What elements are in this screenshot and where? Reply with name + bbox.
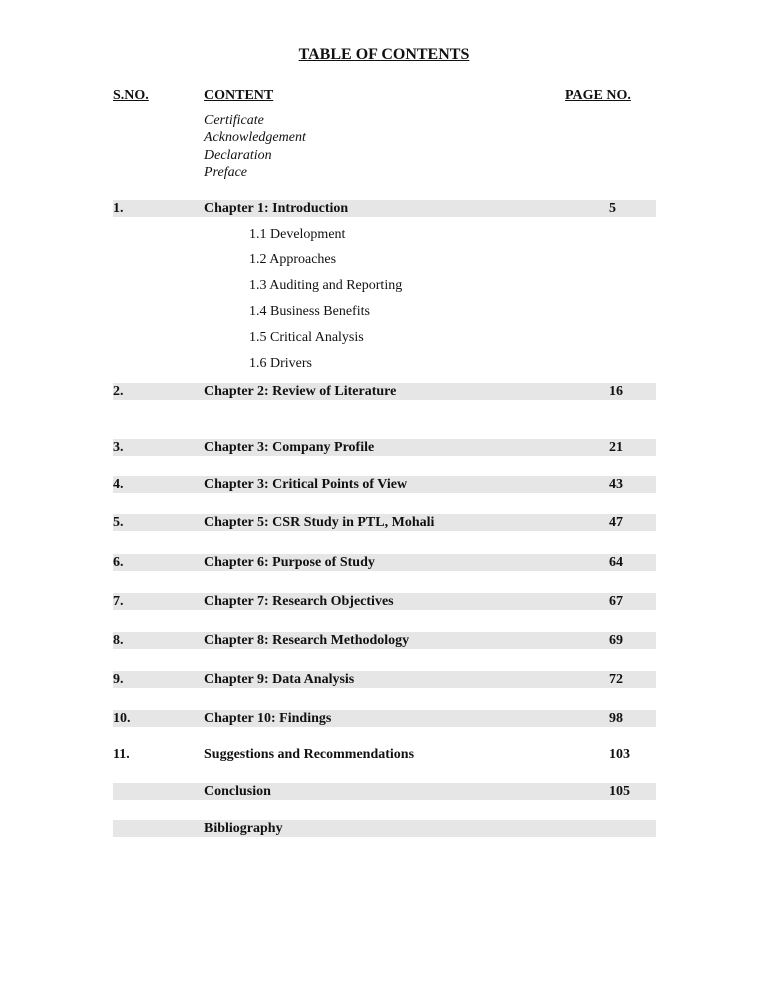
subsection-item: 1.2 Approaches bbox=[249, 252, 337, 267]
toc-label: Chapter 3: Critical Points of View bbox=[204, 477, 408, 492]
toc-row bbox=[113, 710, 656, 727]
toc-sno: 4. bbox=[113, 477, 124, 492]
toc-page: 103 bbox=[609, 747, 630, 762]
toc-label: Chapter 2: Review of Literature bbox=[204, 384, 397, 399]
toc-label: Chapter 5: CSR Study in PTL, Mohali bbox=[204, 515, 435, 530]
subsection-item: 1.6 Drivers bbox=[249, 356, 312, 371]
toc-sno: 1. bbox=[113, 201, 124, 216]
toc-row bbox=[113, 439, 656, 456]
subsection-item: 1.5 Critical Analysis bbox=[249, 330, 364, 345]
toc-sno: 3. bbox=[113, 440, 124, 455]
toc-sno: 11. bbox=[113, 747, 130, 762]
toc-row-chapter-1 bbox=[113, 200, 656, 217]
subsection-item: 1.4 Business Benefits bbox=[249, 304, 370, 319]
toc-label: Suggestions and Recommendations bbox=[204, 747, 415, 762]
toc-page: 72 bbox=[609, 672, 623, 687]
toc-sno: 9. bbox=[113, 672, 124, 687]
toc-label: Chapter 7: Research Objectives bbox=[204, 594, 394, 609]
toc-sno: 8. bbox=[113, 633, 124, 648]
toc-row bbox=[113, 383, 656, 400]
page-title: TABLE OF CONTENTS bbox=[298, 46, 470, 63]
toc-sno: 6. bbox=[113, 555, 124, 570]
toc-page: 67 bbox=[609, 594, 623, 609]
toc-row bbox=[113, 514, 656, 531]
subsection-item: 1.3 Auditing and Reporting bbox=[249, 278, 403, 293]
header-page-no: PAGE NO. bbox=[565, 88, 631, 103]
toc-row bbox=[113, 783, 656, 800]
toc-label: Chapter 9: Data Analysis bbox=[204, 672, 355, 687]
toc-sno: 5. bbox=[113, 515, 124, 530]
toc-row bbox=[113, 476, 656, 493]
toc-sno: 2. bbox=[113, 384, 124, 399]
toc-row bbox=[113, 632, 656, 649]
toc-page: 47 bbox=[609, 515, 623, 530]
toc-label: Chapter 10: Findings bbox=[204, 711, 332, 726]
front-matter-item: Declaration bbox=[204, 147, 272, 163]
toc-page: 43 bbox=[609, 477, 623, 492]
header-sno: S.NO. bbox=[113, 88, 149, 103]
toc-row bbox=[113, 746, 656, 763]
toc-page: 105 bbox=[609, 784, 630, 799]
header-content: CONTENT bbox=[204, 88, 274, 103]
toc-sno: 10. bbox=[113, 711, 131, 726]
toc-label: Chapter 3: Company Profile bbox=[204, 440, 375, 455]
toc-row bbox=[113, 554, 656, 571]
toc-row bbox=[113, 820, 656, 837]
toc-page: 16 bbox=[609, 384, 623, 399]
toc-label: Chapter 6: Purpose of Study bbox=[204, 555, 375, 570]
toc-page: 69 bbox=[609, 633, 623, 648]
toc-row bbox=[113, 671, 656, 688]
front-matter-item: Certificate bbox=[204, 113, 264, 128]
toc-label: Conclusion bbox=[204, 784, 271, 799]
toc-sno: 7. bbox=[113, 594, 124, 609]
front-matter-item: Preface bbox=[204, 164, 248, 180]
subsection-item: 1.1 Development bbox=[249, 227, 346, 242]
toc-row bbox=[113, 593, 656, 610]
toc-page: 98 bbox=[609, 711, 623, 726]
toc-page: 5 bbox=[609, 201, 616, 216]
toc-page: 64 bbox=[609, 555, 623, 570]
front-matter-list bbox=[204, 112, 306, 181]
toc-page: 21 bbox=[609, 440, 623, 455]
front-matter-item: Acknowledgement bbox=[204, 130, 306, 146]
toc-label: Chapter 8: Research Methodology bbox=[204, 633, 410, 648]
toc-label: Bibliography bbox=[204, 821, 283, 836]
toc-label: Chapter 1: Introduction bbox=[204, 201, 349, 216]
